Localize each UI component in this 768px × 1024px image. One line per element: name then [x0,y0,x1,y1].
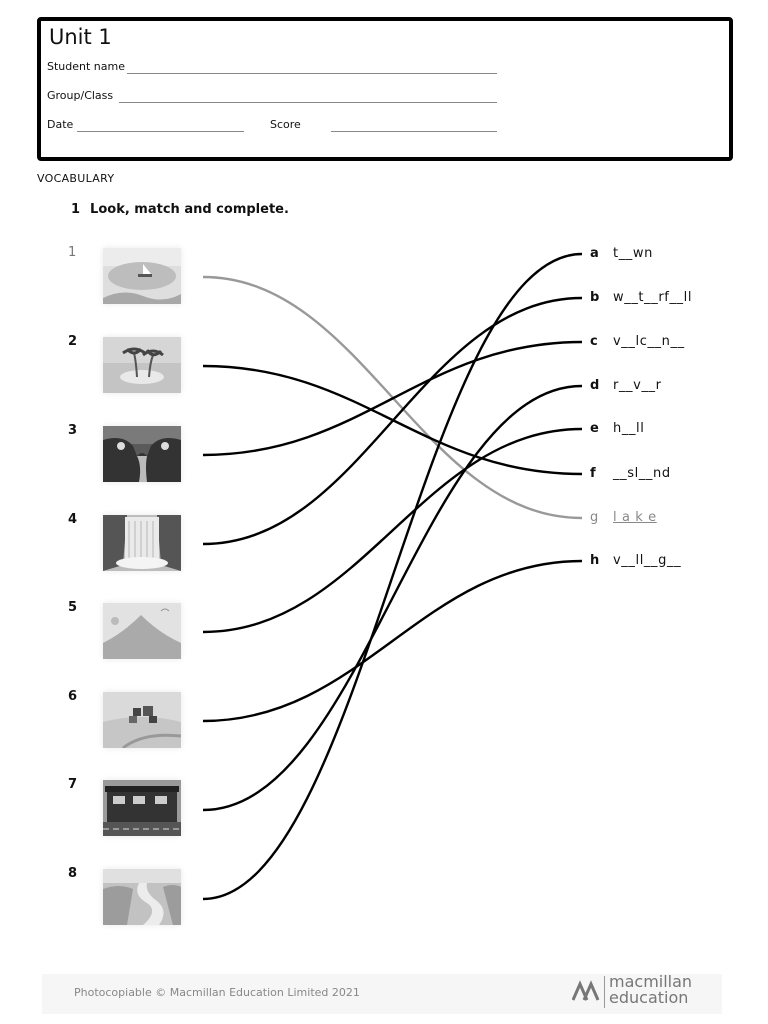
answer-letter-f: f [590,466,596,481]
exercise-number: 1 [71,202,81,217]
picture-number-1: 1 [68,245,77,260]
waterfall-illustration [103,515,181,571]
picture-number-3: 3 [68,423,78,438]
picture-river [103,869,181,925]
date-label: Date [47,118,74,131]
village-illustration [103,692,181,748]
student-info-box [37,17,733,161]
picture-volcano [103,426,181,482]
volcano-illustration [103,426,181,482]
macmillan-logo [572,974,702,1010]
answer-word-e[interactable]: h__ll [613,421,645,436]
copyright-notice: Photocopiable © Macmillan Education Limited 2021 [74,986,360,999]
answer-word-a[interactable]: t__wn [613,246,653,261]
picture-hill [103,603,181,659]
student-name-label: Student name [47,60,125,73]
answer-letter-a: a [590,246,599,261]
logo-line-2: education [609,988,689,1007]
logo-divider [604,976,605,1008]
unit-title: Unit 1 [49,25,112,49]
island-illustration [103,337,181,393]
hill-illustration [103,603,181,659]
answer-word-d[interactable]: r__v__r [613,378,662,393]
logo-text [609,974,692,1006]
match-line-3-c [203,342,582,455]
answer-letter-e: e [590,421,599,436]
lake-illustration [103,248,181,304]
macmillan-mark-icon [572,980,602,1002]
group-class-label: Group/Class [47,89,114,102]
match-line-8-a [203,254,582,899]
answer-word-b[interactable]: w__t__rf__ll [613,290,693,305]
answer-word-h[interactable]: v__ll__g__ [613,553,682,568]
picture-number-8: 8 [68,866,78,881]
match-line-7-d [203,386,582,810]
answer-letter-g: g [590,510,599,525]
answer-word-c[interactable]: v__lc__n__ [613,334,685,349]
picture-number-7: 7 [68,777,78,792]
logo-line-1: macmillan [609,972,693,991]
town-illustration [103,780,181,836]
picture-number-5: 5 [68,600,78,615]
section-title: VOCABULARY [37,172,115,185]
answer-letter-h: h [590,553,600,568]
date-field[interactable] [77,131,244,132]
picture-island [103,337,181,393]
match-line-2-f [203,366,582,474]
picture-lake [103,248,181,304]
score-label: Score [270,118,301,131]
picture-village [103,692,181,748]
answer-letter-c: c [590,334,598,349]
picture-town [103,780,181,836]
match-line-4-b [203,298,582,544]
picture-waterfall [103,515,181,571]
picture-number-2: 2 [68,334,78,349]
answer-word-g-example: l a k e [613,510,657,525]
picture-number-4: 4 [68,512,78,527]
answer-word-f[interactable]: __sl__nd [613,466,671,481]
river-illustration [103,869,181,925]
match-line-1-g [203,277,582,518]
picture-number-6: 6 [68,689,78,704]
student-name-field[interactable] [127,73,497,74]
instruction-text: Look, match and complete. [90,202,289,217]
answer-letter-d: d [590,378,600,393]
group-class-field[interactable] [119,102,497,103]
match-line-6-h [203,561,582,721]
exercise-instruction [71,202,289,217]
score-field[interactable] [331,131,497,132]
match-line-5-e [203,429,582,632]
answer-letter-b: b [590,290,600,305]
